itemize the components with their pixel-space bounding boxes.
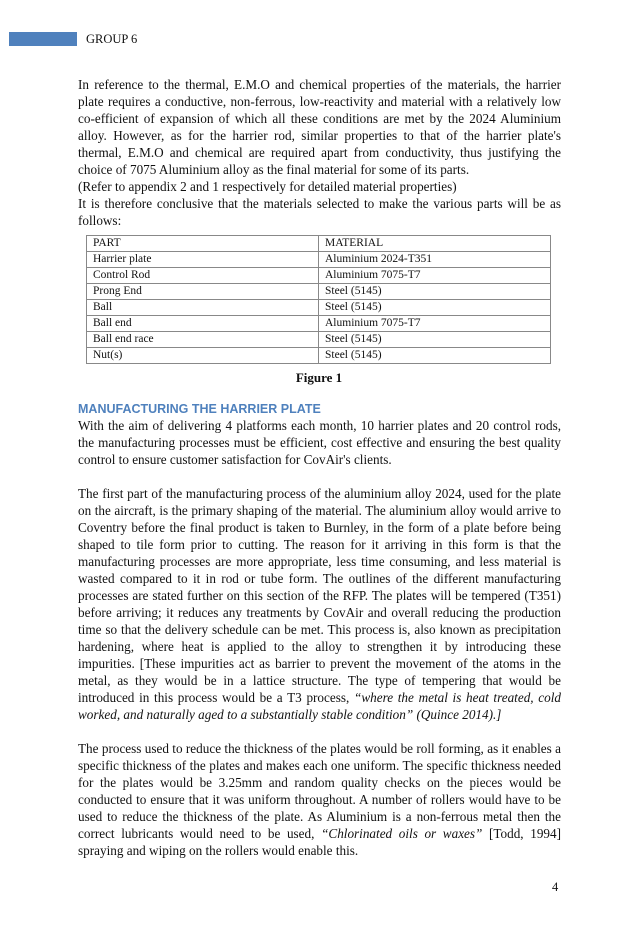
header-group-label: GROUP 6 (86, 32, 138, 46)
table-header-row (87, 236, 551, 252)
aim-paragraph: With the aim of delivering 4 platforms each month, 10 harrier plates and 20 control rods, the manufacturing processes must be efficient, cost effective and ensuring the best quality control to ensure customer satisfaction for CovAir's clients. (78, 418, 561, 467)
part-cell: Ball end (87, 316, 319, 332)
page-header (0, 31, 638, 47)
todd-quote: “Chlorinated oils or waxes” (321, 826, 483, 841)
part-cell: Nut(s) (87, 348, 319, 364)
appendix-reference: (Refer to appendix 2 and 1 respectively for detailed material properties) (78, 179, 457, 194)
material-cell: Steel (5145) (319, 300, 551, 316)
material-cell: Aluminium 7075-T7 (319, 316, 551, 332)
table-row (87, 284, 551, 300)
material-cell: Aluminium 7075-T7 (319, 268, 551, 284)
page-number: 4 (552, 880, 559, 894)
table-row (87, 252, 551, 268)
materials-table (86, 235, 551, 364)
table-row (87, 348, 551, 364)
part-cell: Control Rod (87, 268, 319, 284)
material-cell: Aluminium 2024-T351 (319, 252, 551, 268)
intro-section (78, 76, 561, 229)
part-cell: Prong End (87, 284, 319, 300)
table-row (87, 332, 551, 348)
table-header-material: MATERIAL (319, 236, 551, 252)
part-cell: Harrier plate (87, 252, 319, 268)
shaping-text: The first part of the manufacturing process of the aluminium alloy 2024, used for the plate on the aircraft, is the primary shaping of the material. The aluminium alloy would arrive to Coventry before the final product is taken to Burnley, in the form of a plate before being shaped to tile form prior to cutting. The reason for it arriving in this form is that the manufacturing processes are more appropriate, less time consuming, and less material is wasted compared to it in rod or tube form. The outlines of the different manufacturing processes are stated further on this section of the RFP. The plates will be tempered (T351) before arriving; it reduces any treatments by CovAir and overall reducing the production time so that the delivery schedule can be met. This process is, also known as precipitation hardening, where heat is applied to the alloy to strengthen it by introducing these impurities. [These impurities act as barrier to prevent the movement of the atoms in the metal, as they would be in a lattice structure. The type of tempering that would be introduced in this process would be a T3 process, (78, 486, 561, 705)
material-cell: Steel (5145) (319, 284, 551, 300)
section-heading: MANUFACTURING THE HARRIER PLATE (78, 402, 321, 416)
figure-caption: Figure 1 (295, 370, 343, 385)
intro-paragraph: In reference to the thermal, E.M.O and chemical properties of the materials, the harrier plate requires a conductive, non-ferrous, low-reactivity and material with a relatively low co-efficient of expansion of which all these conditions are met by the 2024 Aluminium alloy. However, as for the harrier rod, similar properties to that of the harrier plate's thermal, E.M.O and chemical are required apart from conductivity, thus justifying the choice of 7075 Aluminium alloy as the final material for some of its parts. (78, 77, 561, 177)
roll-forming-end: [Todd, 1994] spraying and wiping on the rollers would enable this. (78, 826, 562, 858)
table-row (87, 300, 551, 316)
table-row (87, 268, 551, 284)
material-cell: Steel (5145) (319, 348, 551, 364)
header-accent-bar (9, 32, 77, 46)
conclusion-paragraph: It is therefore conclusive that the materials selected to make the various parts will be as follows: (78, 196, 561, 228)
shaping-paragraph (78, 485, 561, 723)
table-row (87, 316, 551, 332)
material-cell: Steel (5145) (319, 332, 551, 348)
part-cell: Ball (87, 300, 319, 316)
quince-quote: “where the metal is heat treated, cold worked, and naturally aged to a substantially stable condition” (Quince 2014).] (78, 690, 561, 722)
part-cell: Ball end race (87, 332, 319, 348)
roll-forming-paragraph (78, 740, 561, 859)
table-header-part: PART (87, 236, 319, 252)
roll-forming-text: The process used to reduce the thickness of the plates would be roll forming, as it enables a specific thickness of the plates and makes each one uniform. The specific thickness needed for the plates would be 3.25mm and random quality checks on the pieces would be conducted to ensure that it was uniform throughout. A number of rollers would have to be used to reduce the thickness of the plate. As Aluminium is a non-ferrous metal then the correct lubricants would need to be used, (78, 741, 561, 841)
